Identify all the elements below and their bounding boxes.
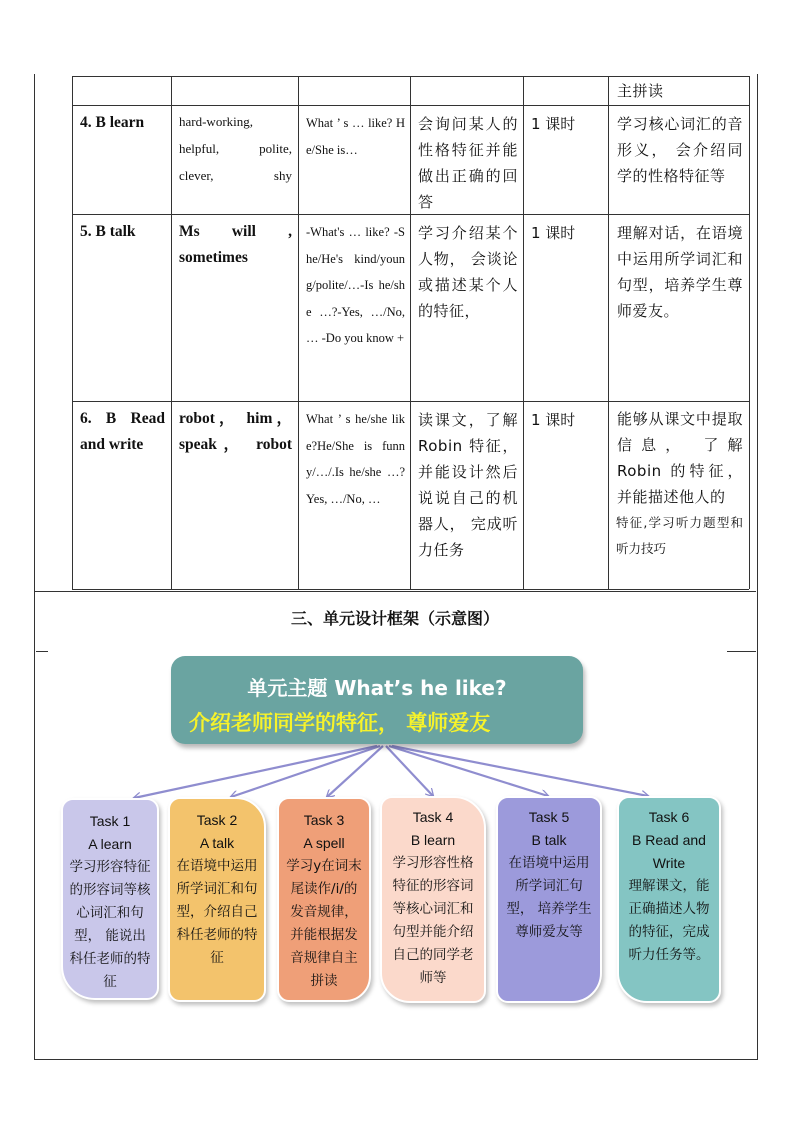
task-title: Task 3	[303, 812, 345, 828]
vocabulary-cell: Ms will , sometimes	[179, 223, 292, 266]
vocabulary-cell: robot， him， speak， robot	[179, 410, 292, 453]
unit-theme-title: 单元主题 What’s he like?	[247, 676, 507, 700]
goal-cell: 读课文，了解 Robin 特征， 并能设计然后说说自己的机器人， 完成听力任务	[418, 411, 518, 559]
vocabulary-cell: hard-working, helpful, polite, clever, shy	[179, 114, 292, 183]
lesson-cell: 4. B learn	[80, 114, 145, 131]
task-lesson: A talk	[199, 835, 235, 851]
goal-cell: 学习介绍某个人物， 会谈论或描述某个人的特征，	[418, 224, 518, 320]
task-lesson: A learn	[88, 836, 132, 852]
unit-theme-subtitle: 介绍老师同学的特征， 尊师爱友	[189, 711, 491, 735]
objective-text: 能够从课文中提取信息， 了解 Robin 的特征，并能描述他人的	[617, 410, 743, 506]
task-description: 在语境中运用所学词汇句型， 培养学生尊师爱友等	[506, 855, 592, 940]
arrow-to-task-6	[392, 746, 648, 796]
task-description: 在语境中运用所学词汇和句型，介绍自己科任老师的特征	[176, 858, 258, 966]
task-description: 理解课文，能正确描述人物的特征，完成听力任务等。	[628, 878, 710, 963]
task-6-box	[617, 796, 721, 1003]
task-description: 学习形容性格特征的形容词等核心词汇和句型并能介绍自己的同学老师等	[392, 855, 474, 986]
task-lesson: B talk	[531, 832, 567, 848]
task-title: Task 4	[412, 809, 454, 825]
unit-theme-banner	[171, 656, 583, 744]
section-title: 三、单元设计框架（示意图）	[290, 609, 499, 628]
task-title: Task 6	[648, 809, 690, 825]
task-title: Task 2	[196, 812, 238, 828]
task-title: Task 5	[528, 809, 570, 825]
task-5-box	[496, 796, 602, 1003]
task-1-box	[61, 798, 159, 1000]
task-2-box	[168, 797, 266, 1002]
goal-cell: 会询问某人的性格特征并能做出正确的回答	[418, 115, 518, 211]
lesson-cell: 6. B Read and write	[80, 410, 165, 453]
objective-text-small: 特征,学习听力题型和听力技巧	[616, 515, 743, 556]
task-lesson: A spell	[303, 835, 345, 851]
sentence-pattern-cell: What ’ s … like? He/She is…	[306, 116, 405, 157]
objective-cell: 学习核心词汇的音形义， 会介绍同学的性格特征等	[617, 115, 743, 185]
objective-cell: 理解对话，在语境中运用所学词汇和句型，培养学生尊师爱友。	[617, 224, 743, 320]
sentence-pattern-cell: -What's … like? -She/He's kind/young/polite/…-Is he/she …?-Yes, …/No, … -Do you know +	[306, 225, 405, 345]
task-lesson: B learn	[410, 832, 456, 848]
objective-cell: 主拼读	[617, 82, 664, 100]
task-description: 学习y在词末尾读作/i/的发音规律，并能根据发音规律自主拼读	[286, 858, 362, 989]
period-cell: 1 课时	[531, 224, 576, 242]
arrow-to-task-1	[134, 746, 377, 798]
sentence-pattern-cell: What ’ s he/she like?He/She is funny/…/.Is he/she …? Yes, …/No, …	[306, 412, 405, 506]
task-lesson: B Read and Write	[632, 832, 706, 871]
task-description: 学习形容特征的形容词等核心词汇和句型， 能说出科任老师的特征	[69, 859, 151, 990]
task-4-box	[380, 796, 486, 1003]
task-3-box	[277, 797, 371, 1002]
period-cell: 1 课时	[531, 115, 576, 133]
period-cell: 1 课时	[531, 411, 576, 429]
lesson-cell: 5. B talk	[80, 223, 136, 240]
task-title: Task 1	[89, 813, 131, 829]
